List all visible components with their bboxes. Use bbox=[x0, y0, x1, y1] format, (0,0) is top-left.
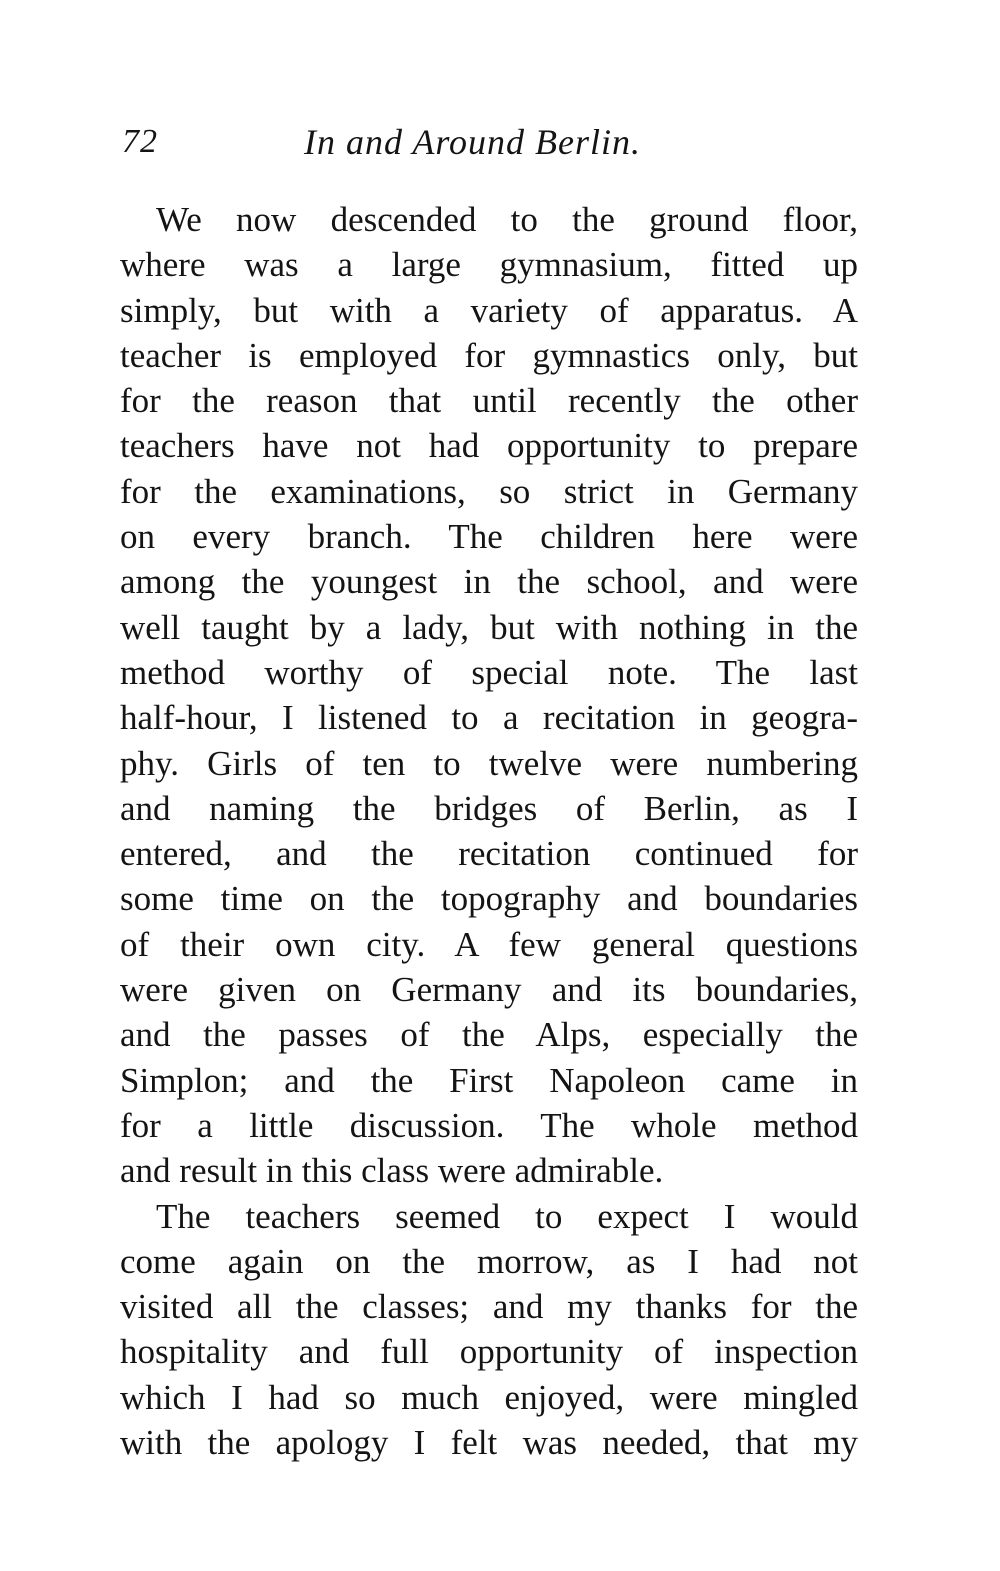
text-line: The teachers seemed to expect I would bbox=[156, 1196, 858, 1236]
running-title: In and Around Berlin. bbox=[304, 122, 641, 162]
text-line: on every branch. The children here were bbox=[120, 517, 858, 557]
text-line: among the youngest in the school, and were bbox=[120, 562, 858, 602]
text-line: come again on the morrow, as I had not bbox=[120, 1241, 858, 1281]
text-line: teachers have not had opportunity to prepare bbox=[120, 426, 858, 466]
page-number: 72 bbox=[122, 123, 158, 160]
text-line: for the reason that until recently the other bbox=[120, 381, 858, 421]
text-line: well taught by a lady, but with nothing in the bbox=[120, 607, 858, 647]
text-line: simply, but with a variety of apparatus. A bbox=[120, 290, 858, 330]
text-line: teacher is employed for gymnastics only, but bbox=[120, 335, 858, 375]
text-line: half-hour, I listened to a recitation in geogra- bbox=[120, 698, 858, 738]
paragraph-2 bbox=[120, 1194, 858, 1466]
paragraph-1 bbox=[120, 197, 858, 1194]
text-line: hospitality and full opportunity of inspection bbox=[120, 1332, 858, 1372]
text-line: were given on Germany and its boundaries, bbox=[120, 970, 858, 1010]
text-line: and naming the bridges of Berlin, as I bbox=[120, 788, 858, 828]
running-head bbox=[122, 118, 862, 166]
body-text bbox=[120, 197, 858, 1465]
text-line: method worthy of special note. The last bbox=[120, 652, 858, 692]
text-line: We now descended to the ground floor, bbox=[156, 200, 858, 239]
text-line: entered, and the recitation continued for bbox=[120, 834, 858, 874]
text-line: of their own city. A few general questions bbox=[120, 924, 858, 964]
text-line: Simplon; and the First Napoleon came in bbox=[120, 1060, 858, 1100]
text-line: some time on the topography and boundaries bbox=[120, 879, 858, 919]
text-line: and the passes of the Alps, especially the bbox=[120, 1015, 858, 1055]
text-line: for the examinations, so strict in Germany bbox=[120, 471, 858, 511]
text-line: where was a large gymnasium, fitted up bbox=[120, 245, 858, 285]
text-line: with the apology I felt was needed, that my bbox=[120, 1423, 858, 1463]
text-line: phy. Girls of ten to twelve were numbering bbox=[120, 743, 858, 783]
text-line: and result in this class were admirable. bbox=[120, 1151, 664, 1191]
text-line: for a little discussion. The whole method bbox=[120, 1105, 858, 1145]
text-line: visited all the classes; and my thanks for the bbox=[120, 1287, 858, 1327]
text-line: which I had so much enjoyed, were mingled bbox=[120, 1377, 858, 1417]
